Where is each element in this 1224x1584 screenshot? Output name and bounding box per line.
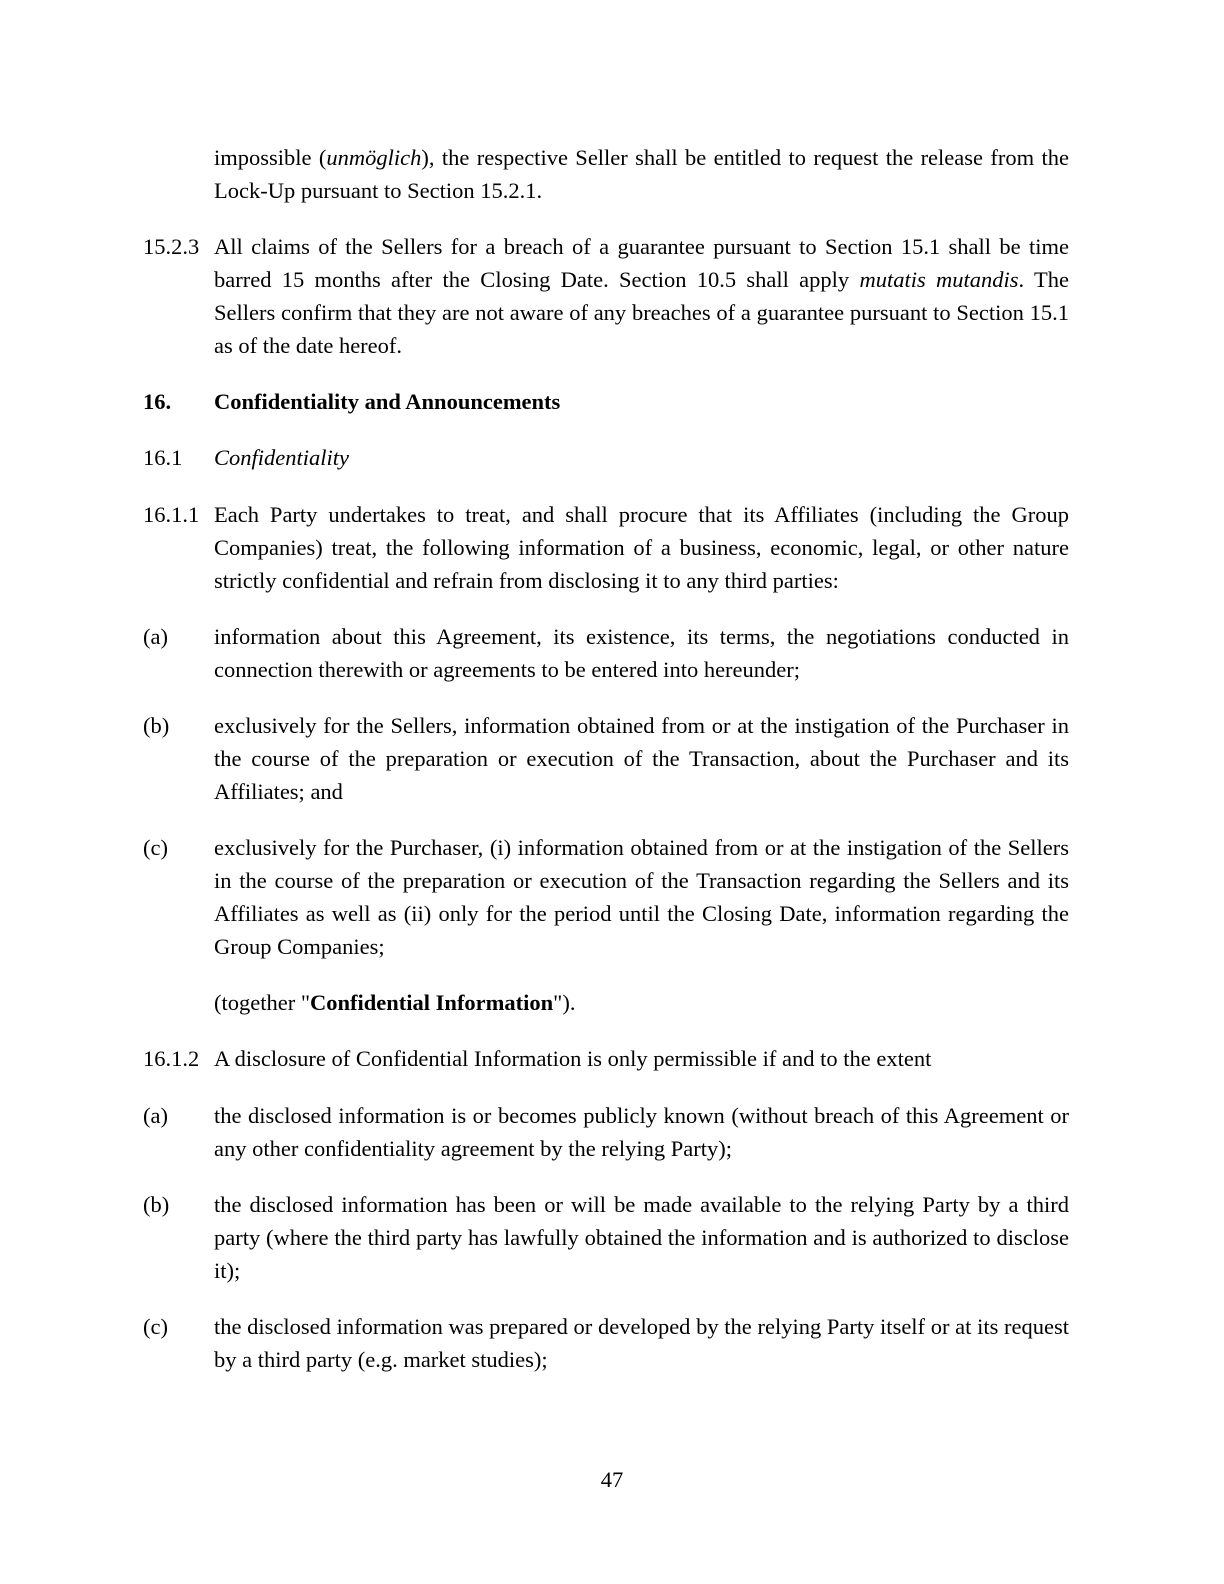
list-item (143, 1310, 1069, 1376)
list-item-text: information about this Agreement, its existence, its terms, the negotiations conducted in connection therewith or agreements to be entered into hereunder; (214, 624, 1069, 682)
list-item-text: the disclosed information is or becomes publicly known (without breach of this Agreement or any other confidentiality agreement by the relying Party); (214, 1103, 1069, 1161)
clause-text-2: . The Sellers confirm that they are not aware of any breaches of a guarantee pursuant to Section 15.1 as of the date hereof. (214, 267, 1069, 358)
section-16-1-heading (143, 441, 1069, 474)
continuation-post: ), the respective Seller shall be entitled to request the release from the Lock-Up pursuant to Section 15.2.1. (214, 145, 1069, 203)
definition-post: "). (553, 990, 576, 1015)
clause-number: 16.1.2 (143, 1046, 200, 1071)
continuation-pre: impossible ( (214, 145, 327, 170)
clause-text: Each Party undertakes to treat, and shall procure that its Affiliates (including the Group Companies) treat, the following information of a business, economic, legal, or other nature strictly confidential and refrain from disclosing it to any third parties: (214, 502, 1069, 593)
list-item (143, 709, 1069, 808)
list-item (143, 1188, 1069, 1287)
list-item-text: exclusively for the Purchaser, (i) information obtained from or at the instigation of the Sellers in the course of the preparation or execution of the Transaction regarding the Sellers and its Affiliates as well as (ii) only for the period until the Closing Date, information regarding the Group Companies; (214, 835, 1069, 959)
definition-line (143, 986, 1069, 1019)
list-item-text: exclusively for the Sellers, information obtained from or at the instigation of the Purchaser in the course of the preparation or execution of the Transaction, about the Purchaser and its Affiliates; and (214, 713, 1069, 804)
continuation-paragraph (143, 141, 1069, 207)
list-item (143, 1099, 1069, 1165)
clause-number: 15.2.3 (143, 234, 200, 259)
list-item-text: the disclosed information has been or will be made available to the relying Party by a third party (where the third party has lawfully obtained the information and is authorized to disclose it); (214, 1192, 1069, 1283)
defined-term: Confidential Information (310, 990, 554, 1015)
list-item-label: (b) (143, 1192, 170, 1217)
section-16-heading (143, 385, 1069, 418)
list-item-label: (a) (143, 1103, 168, 1128)
clause-15-2-3 (143, 230, 1069, 362)
list-item (143, 620, 1069, 686)
section-number: 16. (143, 389, 172, 414)
section-title: Confidentiality (214, 445, 349, 470)
section-title: Confidentiality and Announcements (214, 389, 561, 414)
list-item (143, 831, 1069, 963)
clause-italic-term: mutatis mutandis (859, 267, 1019, 292)
list-item-label: (a) (143, 624, 168, 649)
list-item-label: (c) (143, 1314, 168, 1339)
definition-pre: (together " (214, 990, 311, 1015)
list-item-text: the disclosed information was prepared or developed by the relying Party itself or at its request by a third party (e.g. market studies); (214, 1314, 1069, 1372)
clause-16-1-2 (143, 1042, 1069, 1075)
clause-16-1-1 (143, 498, 1069, 597)
continuation-term: unmöglich (326, 145, 422, 170)
clause-text-1: All claims of the Sellers for a breach of a guarantee pursuant to Section 15.1 shall be time barred 15 months after the Closing Date. Section 10.5 shall apply (214, 234, 1069, 292)
section-number: 16.1 (143, 445, 183, 470)
list-item-label: (b) (143, 713, 170, 738)
list-item-label: (c) (143, 835, 168, 860)
clause-text: A disclosure of Confidential Information is only permissible if and to the extent (214, 1046, 932, 1071)
page-number: 47 (600, 1467, 624, 1492)
clause-number: 16.1.1 (143, 502, 200, 527)
